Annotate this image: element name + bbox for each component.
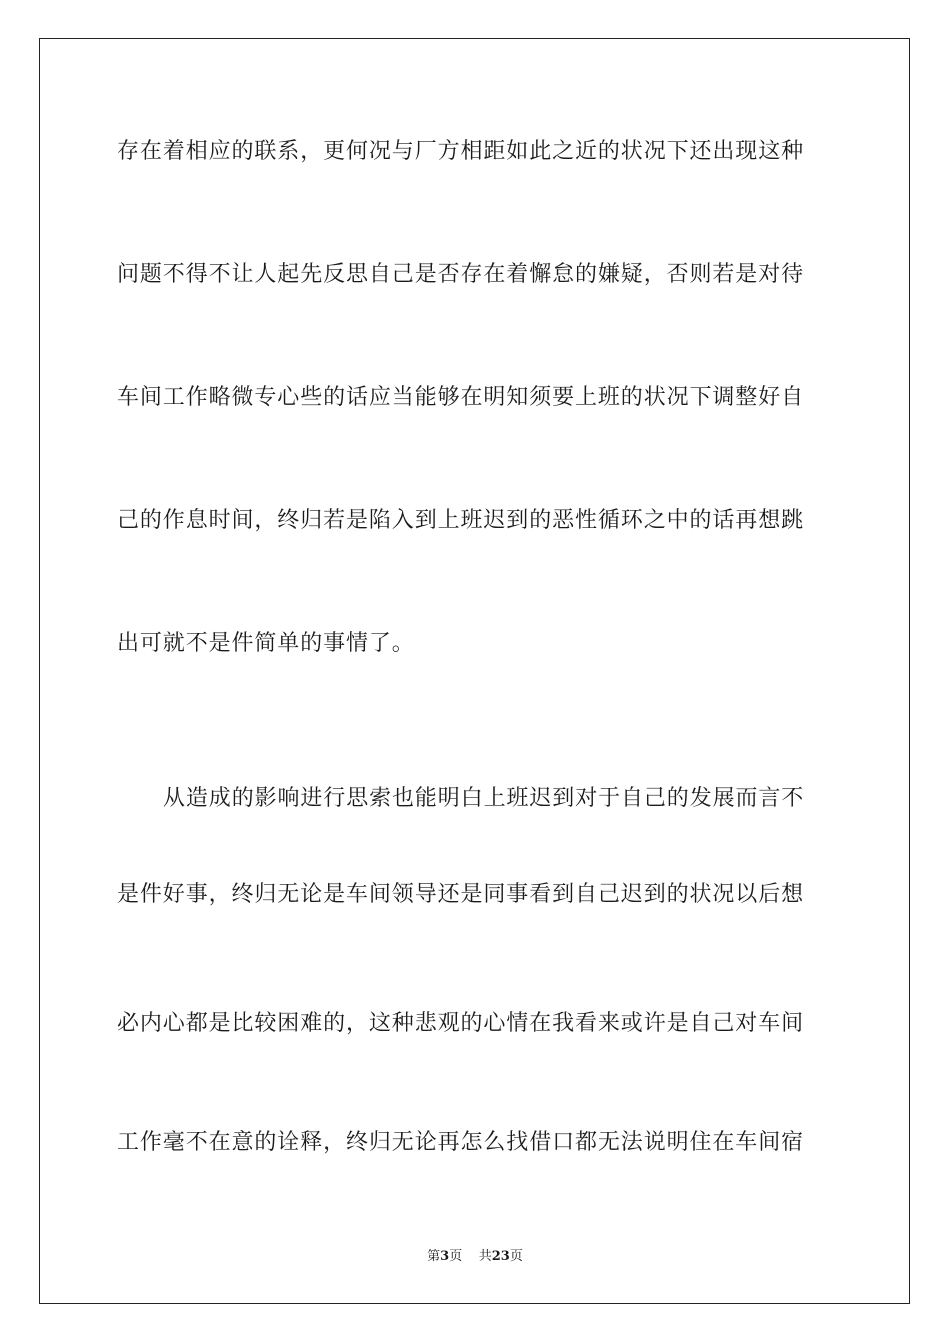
text-line: 从造成的影响进行思索也能明白上班迟到对于自己的发展而言不 [163,786,805,811]
text-line: 己的作息时间，终归若是陷入到上班迟到的恶性循环之中的话再想跳 [117,508,805,533]
page-footer [0,1248,950,1266]
text-line: 出可就不是件简单的事情了。 [117,631,415,656]
total-prefix: 共 [478,1249,492,1264]
text-line: 工作毫不在意的诠释，终归无论再怎么找借口都无法说明住在车间宿 [117,1130,805,1155]
total-suffix: 页 [509,1249,523,1264]
page-prefix: 第 [427,1249,441,1264]
page-number: 3 [440,1249,450,1264]
text-line: 问题不得不让人起先反思自己是否存在着懈怠的嫌疑，否则若是对待 [117,262,805,287]
page-border [39,38,910,1304]
page-suffix: 页 [449,1249,463,1264]
text-line: 存在着相应的联系，更何况与厂方相距如此之近的状况下还出现这种 [117,139,805,164]
text-line: 必内心都是比较困难的，这种悲观的心情在我看来或许是自己对车间 [117,1011,805,1036]
text-line: 是件好事，终归无论是车间领导还是同事看到自己迟到的状况以后想 [117,882,805,907]
total-pages: 23 [491,1249,510,1264]
text-line: 车间工作略微专心些的话应当能够在明知须要上班的状况下调整好自 [117,385,805,410]
